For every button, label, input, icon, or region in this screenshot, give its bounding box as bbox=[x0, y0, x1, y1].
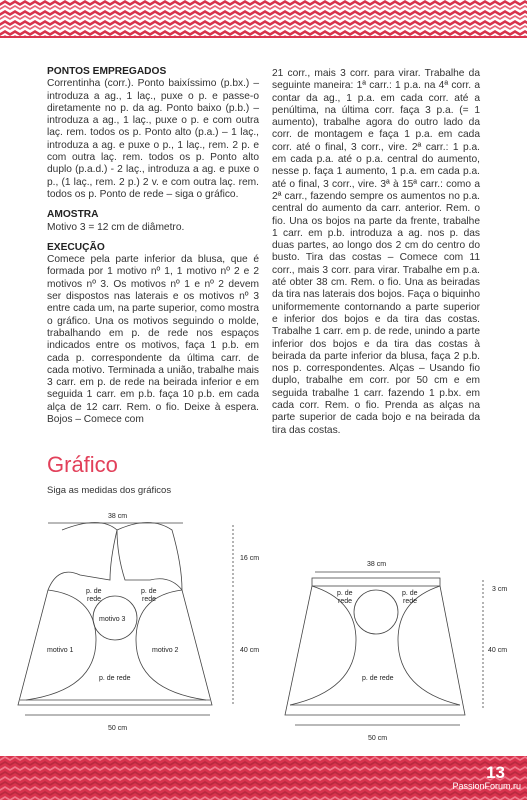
front-mesh-bottom-label: p. de rede bbox=[99, 675, 131, 682]
back-mesh-right-label-2: rede bbox=[403, 598, 418, 605]
front-motif2-arc bbox=[136, 590, 206, 700]
front-mesh-right-label-2: rede bbox=[142, 596, 157, 603]
materials-text: Correntinha (corr.). Ponto baixíssimo (p.bx.) – introduza a ag., 1 laç., puxe o p. e passe-o diretamente no p. da ag. Ponto baixo (p.b.) – introduza a ag., 1 laç., puxe o p. e com outra laç. rem. todos os p. Ponto alto (p.a.) – 1 laç., introduza a ag. e puxe o p., 1 laç., rem. 2 p. e com outra laç. rem. todos os p. Ponto alto duplo (p.a.d.) - 2 laç., introduza a ag. e puxe o p., (1 laç., rem. 2 p.) 2 v. e com outra laç. rem. todos os p. Ponto de rede – siga o gráfico. bbox=[47, 78, 259, 200]
execution-heading: EXECUÇÃO bbox=[47, 241, 105, 253]
watermark-text: PassionForum.ru bbox=[452, 781, 521, 791]
front-top-width-label: 38 cm bbox=[108, 513, 128, 520]
back-bottom-width-label: 50 cm bbox=[368, 735, 388, 742]
front-mesh-left-label-2: rede bbox=[87, 596, 102, 603]
back-band-height-label: 3 cm bbox=[492, 586, 508, 593]
execution-text-continued: 21 corr., mais 3 corr. para virar. Trabalhe da seguinte maneira: 1ª carr.: 1 p.a. na 4ª corr. a contar da ag., 1 p.a. em cada corr. até a penúltima, na última corr. faça 3 p.a. (= 1 aumento), trabalhe agora do outro lado da corr. de montagem e faça 1 p.a. em cada corr. até o final, 3 corr., vire. 2ª carr.: 1 p.a. em cada p.a. até o p.a. central do aumento, nesse p. faça 1 aumento, 1 p.a. em cada p.a. até o final, 3 corr., vire. 3ª à 15ª carr.: como a 2ª carr., fazendo sempre os aumentos no p.a. central do aumento da carr. anterior. Rem. o fio. Una os bojos na parte da frente, trabalhe 1 carr. em p.b. introduza a ag. nos p. das duas partes, ao longo dos 2 cm do centro do busto. Tira das costas – Comece com 11 corr., mais 3 corr. para virar. Trabalhe em p.a. até obter 38 cm. Rem. o fio. Una as beiradas da tira nas laterais dos bojos. Faça o biquinho uniformemente contornando a parte superior e inferior dos bojos e da tira das costas. Trabalhe 1 carr. em p. de rede, unindo a parte inferior dos bojos e da tira das costas à beirada da parte inferior da blusa, faça 2 p.b. nos p. correspondentes. Alças – Usando fio duplo, trabalhe em corr. por 50 cm e em seguida trabalhe 1 carr. fazendo 1 p.bx. em cada corr. Rem. o fio. Prenda as alças na parte superior de cada bojo e na beirada da tira das costas. bbox=[272, 68, 480, 436]
execution-text: Comece pela parte inferior da blusa, que é formada por 1 motivo nº 1, 1 motivo nº 2 e 2 motivos nº 3. Os motivos nº 1 e nº 2 devem ser dispostos nas laterais e os motivos nº 3 entre cada um, na parte superior, como mostra o gráfico. Una os motivos seguindo o molde, trabalhando em p. de rede nos espaços indicados entre os motivos, faça 1 p.b. em cada p. correspondente da última carr. de cada motivo. Terminada a união, trabalhe mais 3 carr. em p. de rede na beirada inferior e em seguida 1 carr. em p.b. faça 10 p.b. em cada alça de 12 carr. Rem. o fio. Deixe à espera. Bojos – Comece com bbox=[47, 254, 259, 426]
front-body-height-label: 40 cm bbox=[240, 647, 260, 654]
schematic-diagrams bbox=[0, 500, 527, 750]
back-mesh-left-label-1: p. de bbox=[337, 590, 353, 597]
back-mesh-left-label-2: rede bbox=[338, 598, 353, 605]
pattern-left-column bbox=[47, 66, 259, 434]
chart-section-title: Gráfico bbox=[47, 452, 118, 477]
gauge-heading: AMOSTRA bbox=[47, 209, 99, 221]
materials-heading: PONTOS EMPREGADOS bbox=[47, 66, 167, 77]
front-mesh-right-label-1: p. de bbox=[141, 588, 157, 595]
back-mesh-bottom-label: p. de rede bbox=[362, 675, 394, 682]
gauge-text: Motivo 3 = 12 cm de diâmetro. bbox=[47, 221, 185, 233]
bottom-decorative-border bbox=[0, 756, 527, 800]
front-motif2-label: motivo 2 bbox=[152, 647, 179, 654]
front-diagram bbox=[18, 523, 233, 716]
front-left-cup bbox=[48, 523, 117, 591]
chart-section-subtitle: Siga as medidas dos gráficos bbox=[47, 485, 172, 496]
page-number: 13 bbox=[486, 763, 505, 782]
front-right-cup bbox=[117, 523, 182, 591]
front-bottom-width-label: 50 cm bbox=[108, 725, 128, 732]
back-mesh-right-label-1: p. de bbox=[402, 590, 418, 597]
back-top-width-label: 38 cm bbox=[367, 561, 387, 568]
top-decorative-border bbox=[0, 0, 527, 44]
front-mesh-left-label-1: p. de bbox=[86, 588, 102, 595]
front-motif3-label: motivo 3 bbox=[99, 616, 126, 623]
front-cup-height-label: 16 cm bbox=[240, 555, 260, 562]
back-center-circle bbox=[354, 590, 398, 634]
back-diagram bbox=[285, 572, 483, 725]
back-body-height-label: 40 cm bbox=[488, 647, 508, 654]
pattern-right-column bbox=[272, 68, 480, 445]
back-band bbox=[312, 578, 440, 586]
front-motif1-label: motivo 1 bbox=[47, 647, 74, 654]
back-body-outline bbox=[285, 586, 465, 715]
front-motif1-arc bbox=[26, 590, 96, 700]
